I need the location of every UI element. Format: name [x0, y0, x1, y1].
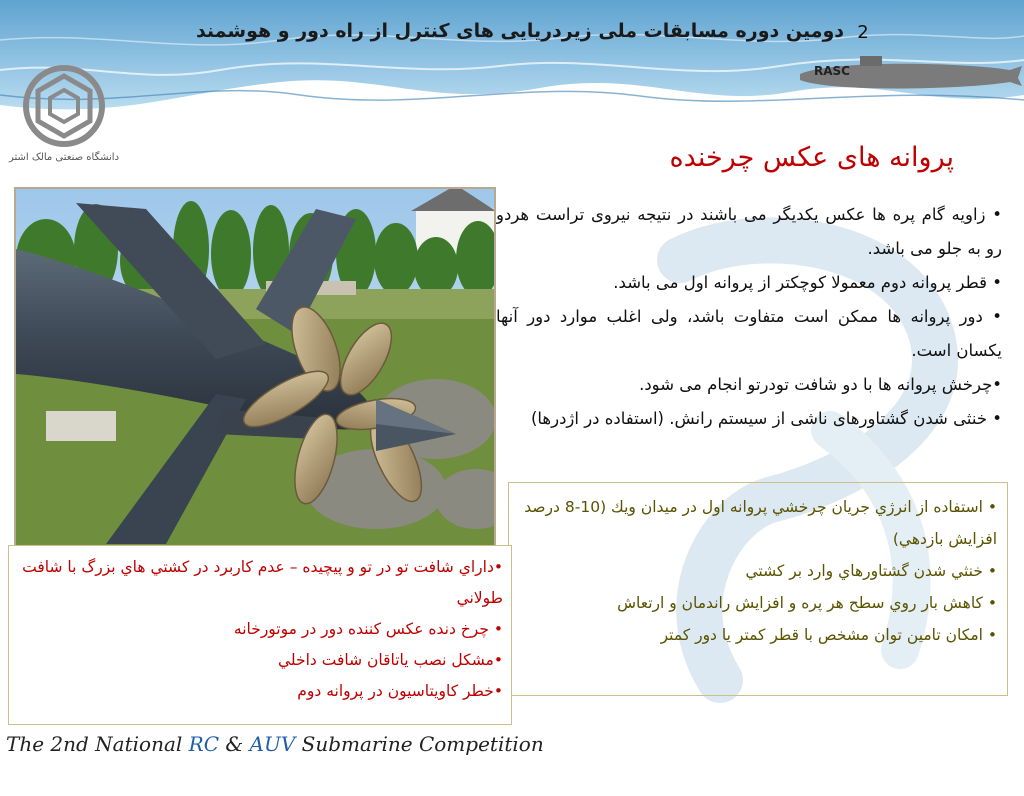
list-item: • استفاده از انرژي جريان چرخشي پروانه اول در ميدان ويك (10-8 درصد افزايش بازدهي): [524, 498, 997, 548]
university-logo: [8, 62, 120, 150]
footer-auv: AUV: [249, 732, 296, 756]
footer-text-end: Submarine Competition: [295, 732, 544, 756]
rasc-badge: RASC: [814, 64, 850, 78]
slide-title: پروانه های عکس چرخنده: [669, 142, 954, 173]
main-bullet-list: [496, 198, 1002, 436]
slide-number: 2: [857, 22, 869, 43]
list-item: • خنثي شدن گشتاورهاي وارد بر كشتي: [745, 562, 997, 580]
header-banner: [0, 0, 1024, 140]
advantages-box: [508, 482, 1008, 696]
list-item: • چرخ دنده عكس كننده دور در موتورخانه: [233, 620, 503, 638]
footer-rc: RC: [188, 732, 220, 756]
list-item: • قطر پروانه دوم معمولا کوچکتر از پروانه اول می باشد.: [613, 273, 1002, 292]
disadvantages-box: [8, 545, 512, 725]
list-item: • زاویه گام پره ها عکس یکدیگر می باشند در نتیجه نیروی تراست هردو رو به جلو می باشد.: [496, 205, 1002, 258]
footer-amp: &: [219, 732, 250, 756]
list-item: • امكان تامين توان مشخص با قطر كمتر يا دور كمتر: [660, 626, 997, 644]
list-item: •خطر كاويتاسيون در پروانه دوم: [297, 682, 503, 700]
header-title: دومین دوره مسابقات ملی زیردریایی های کنترل از راه دور و هوشمند: [195, 20, 845, 42]
list-item: • خنثی شدن گشتاورهای ناشی از سیستم رانش. (استفاده در اژدرها): [530, 409, 1002, 428]
list-item: •مشكل نصب ياتاقان شافت داخلي: [277, 651, 503, 669]
contra-rotating-propeller-photo: [14, 187, 496, 549]
list-item: •چرخش پروانه ها با دو شافت تودرتو انجام می شود.: [639, 375, 1002, 394]
logo-caption: دانشگاه صنعتی مالک اشتر: [8, 152, 120, 163]
list-item: • دور پروانه ها ممکن است متفاوت باشد، ولی اغلب موارد دور آنها یکسان است.: [496, 307, 1002, 360]
footer-competition-title: [6, 726, 544, 762]
list-item: •داراي شافت تو در تو و پيچيده – عدم كاربرد در كشتي هاي بزرگ با شافت طولاني: [22, 558, 503, 607]
footer-text-start: The 2nd National: [6, 732, 189, 756]
list-item: • كاهش بار روي سطح هر پره و افزايش راندمان و ارتعاش: [617, 594, 997, 612]
